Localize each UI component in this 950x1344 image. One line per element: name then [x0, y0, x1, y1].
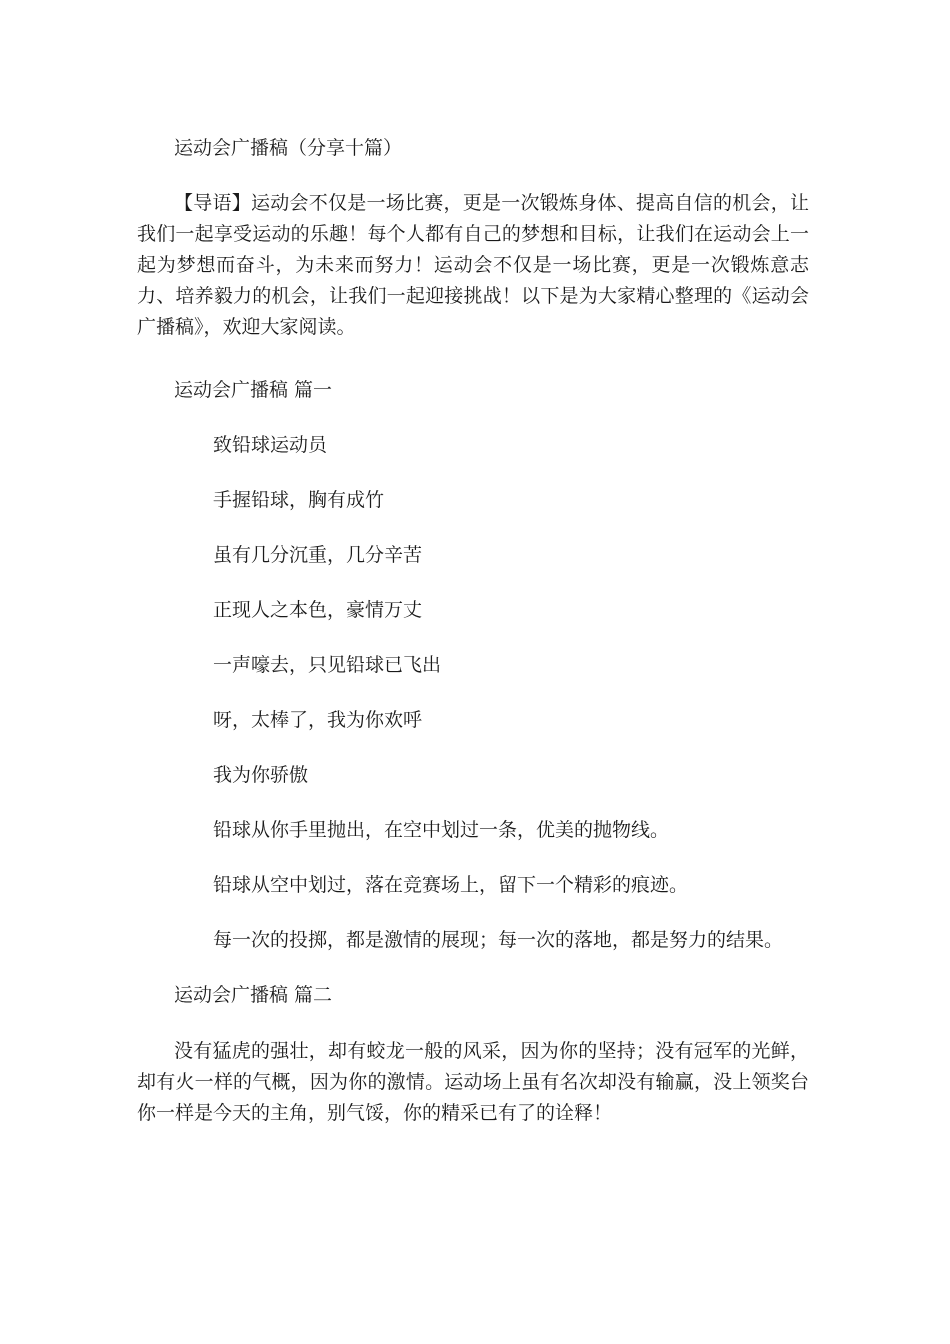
poem-line: 铅球从空中划过，落在竞赛场上，留下一个精彩的痕迹。: [213, 874, 689, 896]
poem-line: 致铅球运动员: [213, 434, 328, 456]
intro-paragraph: 【导语】运动会不仅是一场比赛，更是一次锻炼身体、提高自信的机会，让我们一起享受运动的乐趣！每个人都有自己的梦想和目标，让我们在运动会上一起为梦想而奋斗，为未来而努力！运动会不仅是一场比赛，更是一次锻炼意志力、培养毅力的机会，让我们一起迎接挑战！以下是为大家精心整理的《运动会广播稿》，欢迎大家阅读。: [137, 192, 809, 338]
section-heading-1: 运动会广播稿 篇一: [174, 379, 333, 401]
poem-line: 一声嚎去，只见铅球已飞出: [213, 654, 442, 676]
section-heading-2: 运动会广播稿 篇二: [174, 984, 333, 1006]
poem-line: 我为你骄傲: [213, 764, 309, 786]
section-2-paragraph: 没有猛虎的强壮，却有蛟龙一般的风采，因为你的坚持；没有冠军的光鲜，却有火一样的气概，因为你的激情。运动场上虽有名次却没有输赢，没上领奖台你一样是今天的主角，别气馁，你的精采已有了的诠释！: [137, 1040, 809, 1124]
poem-line: 每一次的投掷，都是激情的展现；每一次的落地，都是努力的结果。: [213, 929, 784, 951]
poem-line: 虽有几分沉重，几分辛苦: [213, 544, 423, 566]
document-title: 运动会广播稿（分享十篇）: [174, 137, 403, 159]
poem-line: 铅球从你手里抛出，在空中划过一条，优美的抛物线。: [213, 819, 670, 841]
poem-line: 呀，太棒了，我为你欢呼: [213, 709, 423, 731]
poem-line: 正现人之本色，豪情万丈: [213, 599, 423, 621]
poem-line: 手握铅球，胸有成竹: [213, 489, 385, 511]
